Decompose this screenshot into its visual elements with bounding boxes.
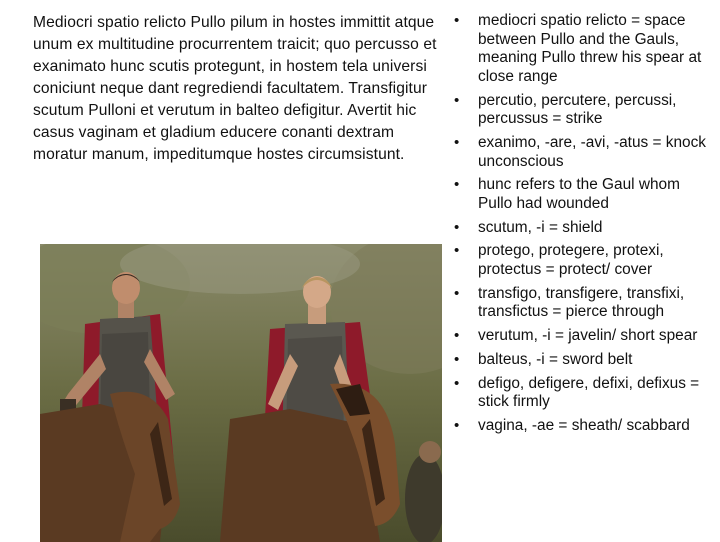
list-item xyxy=(451,351,717,370)
vocab-text: hunc refers to the Gaul whom Pullo had wounded xyxy=(478,176,680,212)
vocab-text: exanimo, -are, -avi, -atus = knock unconscious xyxy=(478,133,706,170)
vocab-text: verutum, -i = javelin/ short spear xyxy=(478,327,698,345)
bullet-icon: • xyxy=(454,327,460,345)
bullet-icon: • xyxy=(454,176,460,194)
latin-passage-text: Mediocri spatio relicto Pullo pilum in hostes immittit atque unum ex multitudine procurrentem traicit; quo percusso et exanimato hunc scutis protegunt, in hostem tela universi coniciunt neque dant regrediendi facultatem. Transfigitur scutum Pulloni et verutum in balteo defigitur. Avertit hic casus vaginam et gladium educere conanti dextram moratur manum, impeditumque hostes circumsistunt. xyxy=(33,14,437,163)
vocab-text: protego, protegere, protexi, protectus = protect/ cover xyxy=(478,242,664,279)
bullet-icon: • xyxy=(454,351,460,368)
bullet-icon: • xyxy=(454,284,460,302)
list-item xyxy=(451,417,717,436)
vocab-text: balteus, -i = sword belt xyxy=(478,351,633,368)
vocab-text: mediocri spatio relicto = space between Pullo and the Gauls, meaning Pullo threw his spear at close range xyxy=(478,12,702,85)
vocab-text: vagina, -ae = sheath/ scabbard xyxy=(478,417,690,435)
list-item xyxy=(451,327,717,346)
bullet-icon: • xyxy=(454,374,460,392)
bullet-icon: • xyxy=(454,242,460,260)
list-item xyxy=(451,12,717,86)
vocab-text: defigo, defigere, defixi, defixus = stick firmly xyxy=(478,374,700,411)
list-item xyxy=(451,242,717,279)
vocab-text: percutio, percutere, percussi, percussus = strike xyxy=(478,91,677,128)
left-horse xyxy=(40,392,180,542)
bullet-icon: • xyxy=(454,218,460,236)
list-item xyxy=(451,92,717,129)
list-item xyxy=(451,285,717,322)
list-item xyxy=(451,134,717,171)
soldiers-on-horseback-photo xyxy=(40,244,442,542)
vocab-text: scutum, -i = shield xyxy=(478,218,603,236)
latin-passage xyxy=(33,12,443,166)
photo-illustration xyxy=(40,244,442,542)
list-item xyxy=(451,219,717,238)
bullet-icon: • xyxy=(454,12,460,29)
list-item xyxy=(451,375,717,412)
bullet-icon: • xyxy=(454,133,460,151)
bullet-icon: • xyxy=(454,91,460,109)
vocabulary-list xyxy=(451,12,717,441)
list-item xyxy=(451,176,717,213)
bullet-icon: • xyxy=(454,417,460,435)
vocab-text: transfigo, transfigere, transfixi, transfictus = pierce through xyxy=(478,284,685,321)
